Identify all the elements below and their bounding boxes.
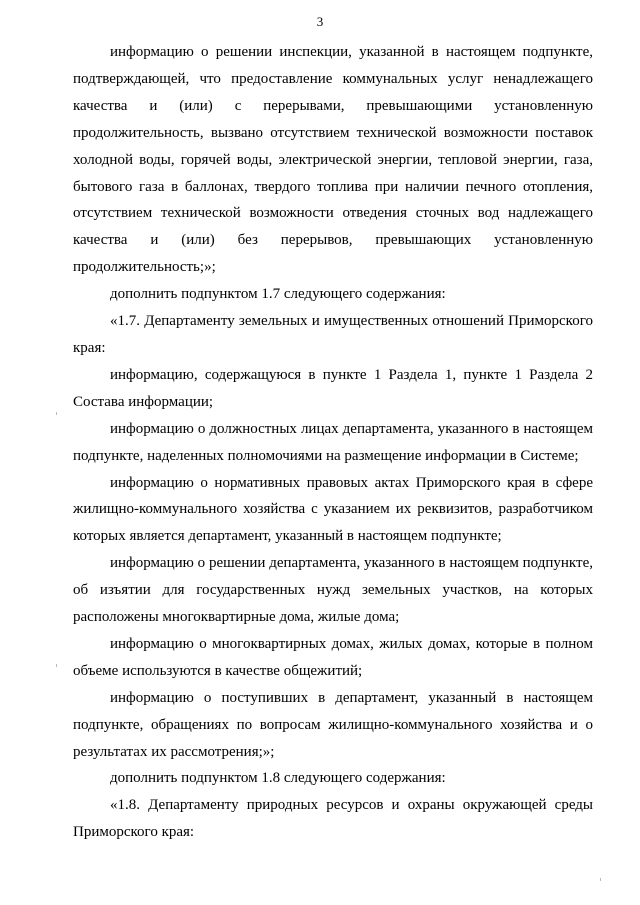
paragraph-legal-acts-info: информацию о нормативных правовых актах Приморского края в сфере жилищно-коммунального хозяйства с указанием их реквизитов, разработчиком которых является департамент, указанный в настоящем подпункте; — [73, 474, 593, 545]
paragraph-item-1-8-heading: «1.8. Департаменту природных ресурсов и охраны окружающей среды Приморского края: — [73, 797, 593, 841]
paragraph-add-subitem-1-7: дополнить подпунктом 1.7 следующего содержания: — [110, 286, 446, 303]
paragraph-item-1-7-heading: «1.7. Департаменту земельных и имущественных отношений Приморского края: — [73, 313, 593, 356]
document-body — [73, 39, 593, 846]
margin-scan-mark — [600, 878, 601, 881]
paragraph-officials-info: информацию о должностных лицах департамента, указанного в настоящем подпункте, наделенных полномочиями на размещение информации в Системе; — [73, 420, 593, 464]
paragraph-appeals-info: информацию о поступивших в департамент, указанный в настоящем подпункте, обращениях по вопросам жилищно-коммунального хозяйства и о результатах их рассмотрения;»; — [73, 689, 593, 760]
paragraph-info-contained: информацию, содержащуюся в пункте 1 Раздела 1, пункте 1 Раздела 2 Состава информации; — [73, 366, 593, 410]
margin-scan-mark — [56, 664, 57, 667]
paragraph-add-subitem-1-8: дополнить подпунктом 1.8 следующего содержания: — [110, 770, 446, 787]
paragraph-dormitories-info: информацию о многоквартирных домах, жилых домах, которые в полном объеме используются в качестве общежитий; — [73, 635, 593, 679]
margin-scan-mark — [56, 412, 57, 415]
page-number: 3 — [316, 14, 324, 29]
paragraph-land-seizure-info: информацию о решении департамента, указанного в настоящем подпункте, об изъятии для государственных нужд земельных участков, на которых расположены многоквартирные дома, жилые дома; — [73, 555, 593, 626]
paragraph-inspection-decision: информацию о решении инспекции, указанной в настоящем подпункте, подтверждающей, что предоставление коммунальных услуг ненадлежащего качества и (или) с перерывами, превышающими установленную продолжительность, вызвано отсутствием технической возможности поставок холодной воды, горячей воды, электрической энергии, тепловой энергии, газа, бытового газа в баллонах, твердого топлива при наличии печного отопления, отсутствием технической возможности отведения сточных вод надлежащего качества и (или) без перерывов, превышающих установленную продолжительность;»; — [73, 44, 593, 276]
